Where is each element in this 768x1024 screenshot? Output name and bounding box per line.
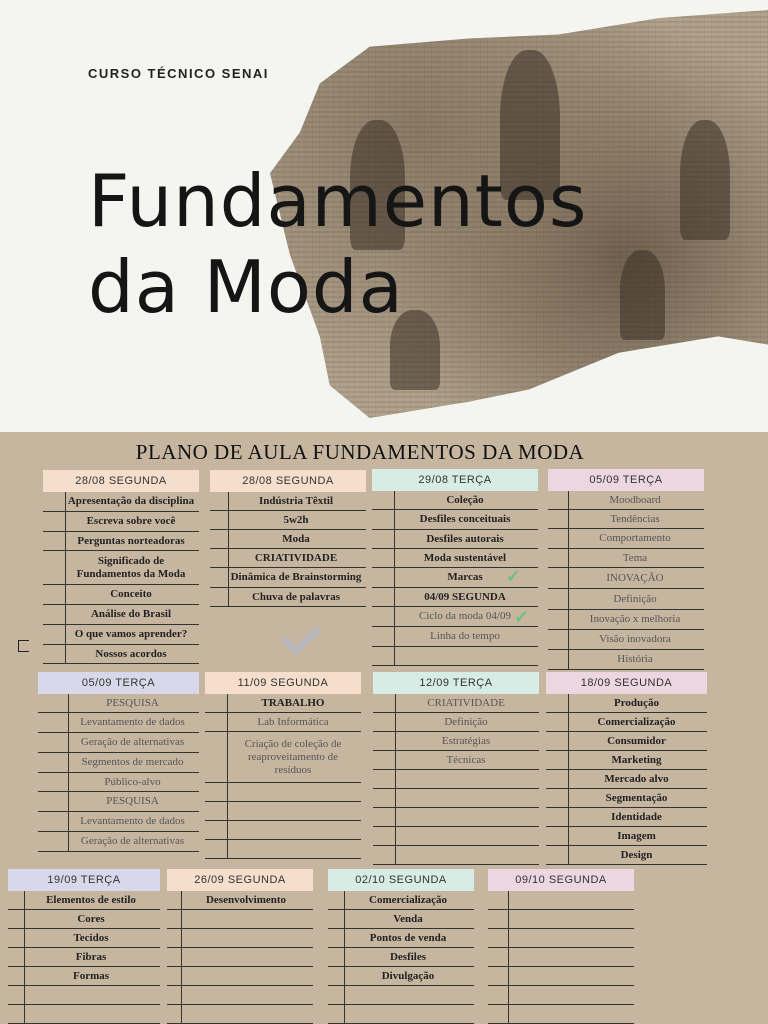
list-item (373, 808, 539, 827)
list-item: CRIATIVIDADE (373, 694, 539, 713)
list-item: Chuva de palavras (210, 588, 366, 607)
list-item: Nossos acordos (43, 645, 199, 664)
list-item: Pontos de venda (328, 929, 474, 948)
list-item: Ciclo da moda 04/09 (372, 607, 538, 627)
topic-list (373, 694, 539, 865)
date-header: 11/09 SEGUNDA (205, 672, 361, 694)
list-item: Linha do tempo (372, 627, 538, 647)
list-divider (228, 492, 229, 607)
list-item: Tendências (548, 510, 704, 529)
list-item: PESQUISA (38, 694, 199, 713)
list-item: Definição (548, 589, 704, 610)
list-item (8, 986, 160, 1005)
list-item: Lab Informática (205, 713, 361, 732)
list-item: História (548, 650, 704, 670)
list-item: Técnicas (373, 751, 539, 770)
date-header: 09/10 SEGUNDA (488, 869, 634, 891)
lesson-column (373, 672, 539, 865)
topic-list (328, 891, 474, 1024)
lesson-column (167, 869, 313, 1024)
list-item: Visão inovadora (548, 630, 704, 650)
list-item: PESQUISA (38, 792, 199, 812)
list-item: Perguntas norteadoras (43, 532, 199, 551)
list-item: INOVAÇÃO (548, 568, 704, 589)
lesson-column (328, 869, 474, 1024)
list-item: Escreva sobre você (43, 512, 199, 532)
bracket-mark (18, 640, 29, 652)
topic-list (210, 492, 366, 607)
list-item: Comercialização (328, 891, 474, 910)
list-divider (568, 491, 569, 670)
list-item (8, 1005, 160, 1024)
list-item (205, 821, 361, 840)
date-header: 18/09 SEGUNDA (546, 672, 707, 694)
list-item: Criação de coleção de reaproveitamento de resíduos (205, 732, 361, 783)
list-item: Indústria Têxtil (210, 492, 366, 511)
topic-list (548, 491, 704, 670)
figure-silhouette (680, 120, 730, 240)
topic-list (38, 694, 199, 852)
date-header: 19/09 TERÇA (8, 869, 160, 891)
list-divider (65, 492, 66, 664)
list-item: Geração de alternativas (38, 733, 199, 753)
list-item: Significado de Fundamentos da Moda (43, 551, 199, 585)
figure-silhouette (620, 250, 665, 340)
lesson-column (548, 469, 704, 670)
list-item: Desfiles conceituais (372, 510, 538, 530)
list-item: Público-alvo (38, 773, 199, 792)
list-item: Desfiles (328, 948, 474, 967)
list-item: CRIATIVIDADE (210, 549, 366, 568)
check-icon: ✓ (514, 607, 530, 627)
list-item (205, 840, 361, 859)
list-item: Tecidos (8, 929, 160, 948)
topic-list (488, 891, 634, 1024)
title-line-1: Fundamentos (88, 159, 588, 243)
list-divider (227, 694, 228, 859)
topic-list (205, 694, 361, 859)
list-item (373, 846, 539, 865)
list-item: Cores (8, 910, 160, 929)
list-item (373, 789, 539, 808)
list-item (328, 986, 474, 1005)
list-item (488, 910, 634, 929)
date-header: 28/08 SEGUNDA (210, 470, 366, 492)
list-item: Inovação x melhoria (548, 610, 704, 630)
list-item: Moda sustentável (372, 549, 538, 568)
list-item: Apresentação da disciplina (43, 492, 199, 512)
list-item: Levantamento de dados (38, 713, 199, 733)
list-divider (395, 694, 396, 865)
list-item: Moodboard (548, 491, 704, 510)
list-item (488, 948, 634, 967)
list-item: Mercado alvo (546, 770, 707, 789)
lesson-column (488, 869, 634, 1024)
list-item (488, 986, 634, 1005)
list-divider (68, 694, 69, 852)
list-item: Consumidor (546, 732, 707, 751)
lesson-column (210, 470, 366, 607)
date-header: 26/09 SEGUNDA (167, 869, 313, 891)
list-item: Formas (8, 967, 160, 986)
topic-list (43, 492, 199, 664)
list-item: Conceito (43, 585, 199, 605)
list-item: Divulgação (328, 967, 474, 986)
list-item: 5w2h (210, 511, 366, 530)
lesson-column (43, 470, 199, 664)
list-item (167, 986, 313, 1005)
lesson-column (38, 672, 199, 852)
list-item: Design (546, 846, 707, 865)
list-item: Comercialização (546, 713, 707, 732)
list-item (205, 783, 361, 802)
list-item: Estratégias (373, 732, 539, 751)
date-header: 28/08 SEGUNDA (43, 470, 199, 492)
list-item (488, 891, 634, 910)
list-item (488, 1005, 634, 1024)
list-item (167, 1005, 313, 1024)
page-title (88, 158, 587, 330)
list-item: Elementos de estilo (8, 891, 160, 910)
list-item: Fibras (8, 948, 160, 967)
list-item: O que vamos aprender? (43, 625, 199, 645)
cover-section (0, 0, 768, 432)
list-item: Desfiles autorais (372, 530, 538, 549)
list-item (167, 929, 313, 948)
list-item (167, 910, 313, 929)
date-header: 05/09 TERÇA (38, 672, 199, 694)
plan-title: PLANO DE AULA FUNDAMENTOS DA MODA (135, 440, 585, 464)
list-item (328, 1005, 474, 1024)
list-item: Desenvolvimento (167, 891, 313, 910)
list-item: Levantamento de dados (38, 812, 199, 832)
topic-list (546, 694, 707, 865)
lesson-column (546, 672, 707, 865)
date-header: 02/10 SEGUNDA (328, 869, 474, 891)
topic-list (8, 891, 160, 1024)
list-divider (24, 891, 25, 1024)
list-divider (181, 891, 182, 1024)
topic-list (167, 891, 313, 1024)
course-label: CURSO TÉCNICO SENAI (88, 66, 269, 81)
list-divider (508, 891, 509, 1024)
list-divider (394, 491, 395, 666)
check-icon: ✓ (506, 566, 522, 586)
list-item: Dinâmica de Brainstorming (210, 568, 366, 588)
list-item: TRABALHO (205, 694, 361, 713)
lesson-column (205, 672, 361, 859)
date-header: 12/09 TERÇA (373, 672, 539, 694)
list-item (373, 827, 539, 846)
list-item: Comportamento (548, 529, 704, 549)
list-item: 04/09 SEGUNDA (372, 588, 538, 607)
list-item: Definição (373, 713, 539, 732)
list-item: Identidade (546, 808, 707, 827)
list-item (167, 948, 313, 967)
list-item: Segmentos de mercado (38, 753, 199, 773)
list-item (167, 967, 313, 986)
list-item (373, 770, 539, 789)
list-item (372, 647, 538, 666)
list-item: Marcas (372, 568, 538, 588)
list-item: Venda (328, 910, 474, 929)
list-item: Marketing (546, 751, 707, 770)
list-item: Produção (546, 694, 707, 713)
list-item: Imagem (546, 827, 707, 846)
list-divider (568, 694, 569, 865)
list-item: Geração de alternativas (38, 832, 199, 852)
list-item (205, 802, 361, 821)
list-divider (344, 891, 345, 1024)
date-header: 05/09 TERÇA (548, 469, 704, 491)
title-line-2: da Moda (88, 245, 404, 329)
list-item (488, 967, 634, 986)
list-item: Coleção (372, 491, 538, 510)
list-item (488, 929, 634, 948)
list-item: Análise do Brasil (43, 605, 199, 625)
list-item: Moda (210, 530, 366, 549)
list-item: Segmentação (546, 789, 707, 808)
date-header: 29/08 TERÇA (372, 469, 538, 491)
list-item: Tema (548, 549, 704, 568)
large-check-icon (282, 622, 320, 660)
lesson-column (8, 869, 160, 1024)
